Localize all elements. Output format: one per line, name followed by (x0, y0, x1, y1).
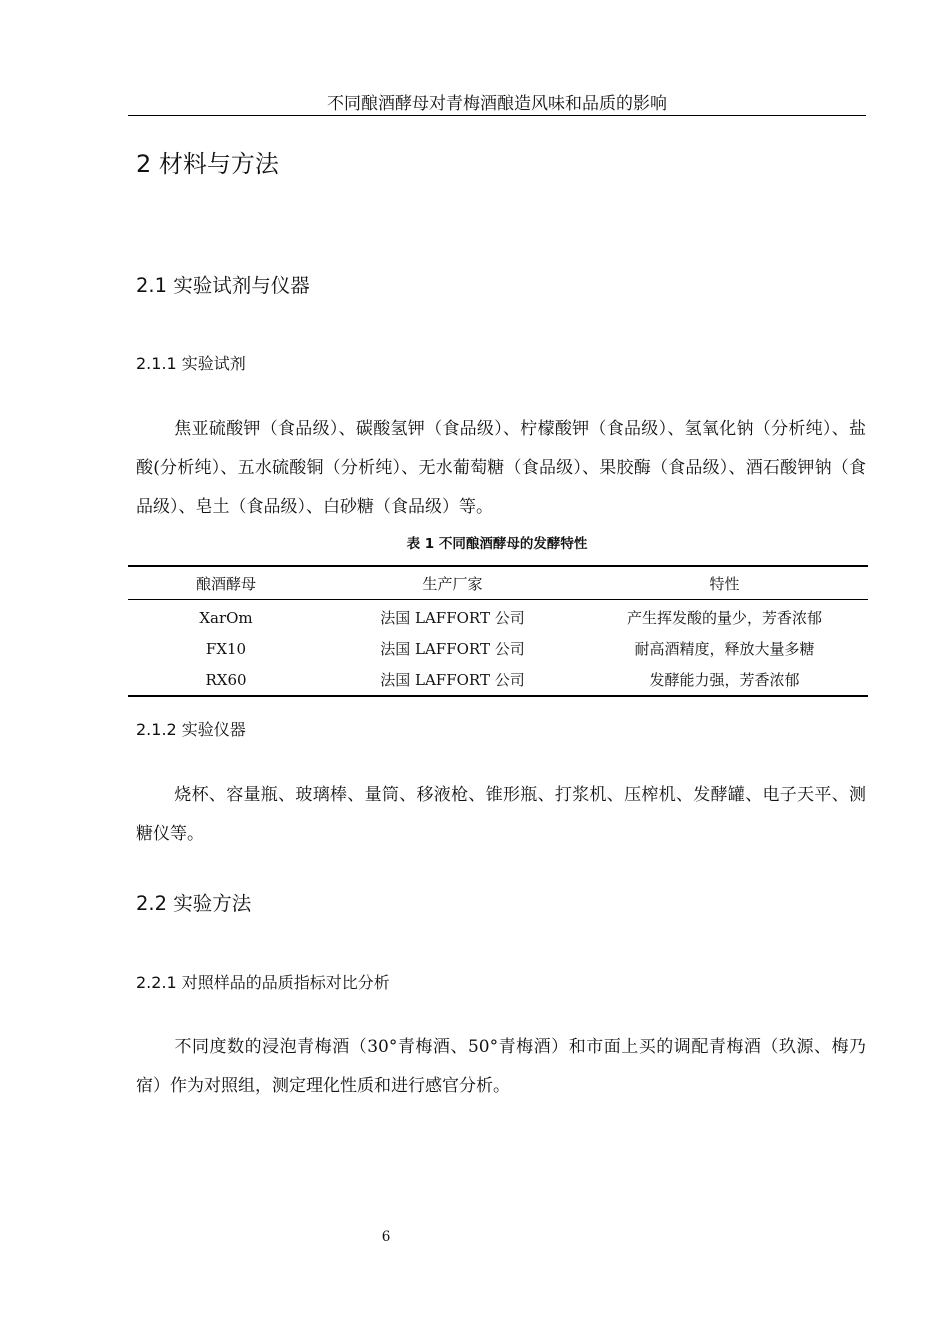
instruments-paragraph (136, 776, 866, 854)
table-cell: 法国 LAFFORT 公司 (380, 609, 525, 627)
instruments-paragraph-text: 烧杯、容量瓶、玻璃棒、量筒、移液枪、锥形瓶、打浆机、压榨机、发酵罐、电子天平、测糖仪等。 (136, 785, 866, 844)
running-header: 不同酿酒酵母对青梅酒酿造风味和品质的影响 (327, 94, 667, 114)
table-header-cell: 特性 (709, 574, 740, 593)
subsection-heading-2-1: 2.1 实验试剂与仪器 (136, 274, 310, 297)
table-header-cell: 酿酒酵母 (195, 574, 256, 593)
table-header-row (128, 566, 868, 600)
control-samples-paragraph-text: 不同度数的浸泡青梅酒（30°青梅酒、50°青梅酒）和市面上买的调配青梅酒（玖源、梅乃宿）作为对照组，测定理化性质和进行感官分析。 (136, 1037, 866, 1096)
subsubsection-heading-2-1-2: 2.1.2 实验仪器 (136, 720, 246, 739)
table-caption: 表 1 不同酿酒酵母的发酵特性 (406, 536, 588, 552)
header-rule (128, 115, 866, 116)
subsubsection-heading-2-1-1: 2.1.1 实验试剂 (136, 354, 246, 373)
table-cell: 发酵能力强，芳香浓郁 (649, 671, 800, 689)
table-cell: 法国 LAFFORT 公司 (380, 640, 525, 658)
table-cell: 耐高酒精度，释放大量多糖 (634, 640, 815, 658)
table-cell: 法国 LAFFORT 公司 (380, 671, 525, 689)
table-cell: XarOm (199, 608, 253, 627)
subsubsection-heading-2-2-1: 2.2.1 对照样品的品质指标对比分析 (136, 973, 390, 992)
subsection-heading-2-2: 2.2 实验方法 (136, 892, 252, 915)
table-row (128, 664, 868, 696)
table-row (128, 600, 868, 634)
reagents-paragraph (136, 410, 866, 527)
table-row (128, 633, 868, 664)
table-header-cell: 生产厂家 (422, 574, 483, 593)
page-number: 6 (381, 1229, 391, 1245)
table-cell: 产生挥发酸的量少，芳香浓郁 (626, 609, 822, 627)
control-samples-paragraph (136, 1028, 866, 1106)
table-cell: FX10 (205, 639, 247, 658)
reagents-paragraph-text: 焦亚硫酸钾（食品级）、碳酸氢钾（食品级）、柠檬酸钾（食品级）、氢氧化钠（分析纯）、盐酸(分析纯）、五水硫酸铜（分析纯）、无水葡萄糖（食品级）、果胶酶（食品级）、酒石酸钾钠（食品级）、皂土（食品级）、白砂糖（食品级）等。 (136, 419, 866, 517)
section-heading: 2 材料与方法 (136, 150, 279, 178)
yeast-table (128, 565, 868, 697)
table-cell: RX60 (205, 670, 247, 689)
